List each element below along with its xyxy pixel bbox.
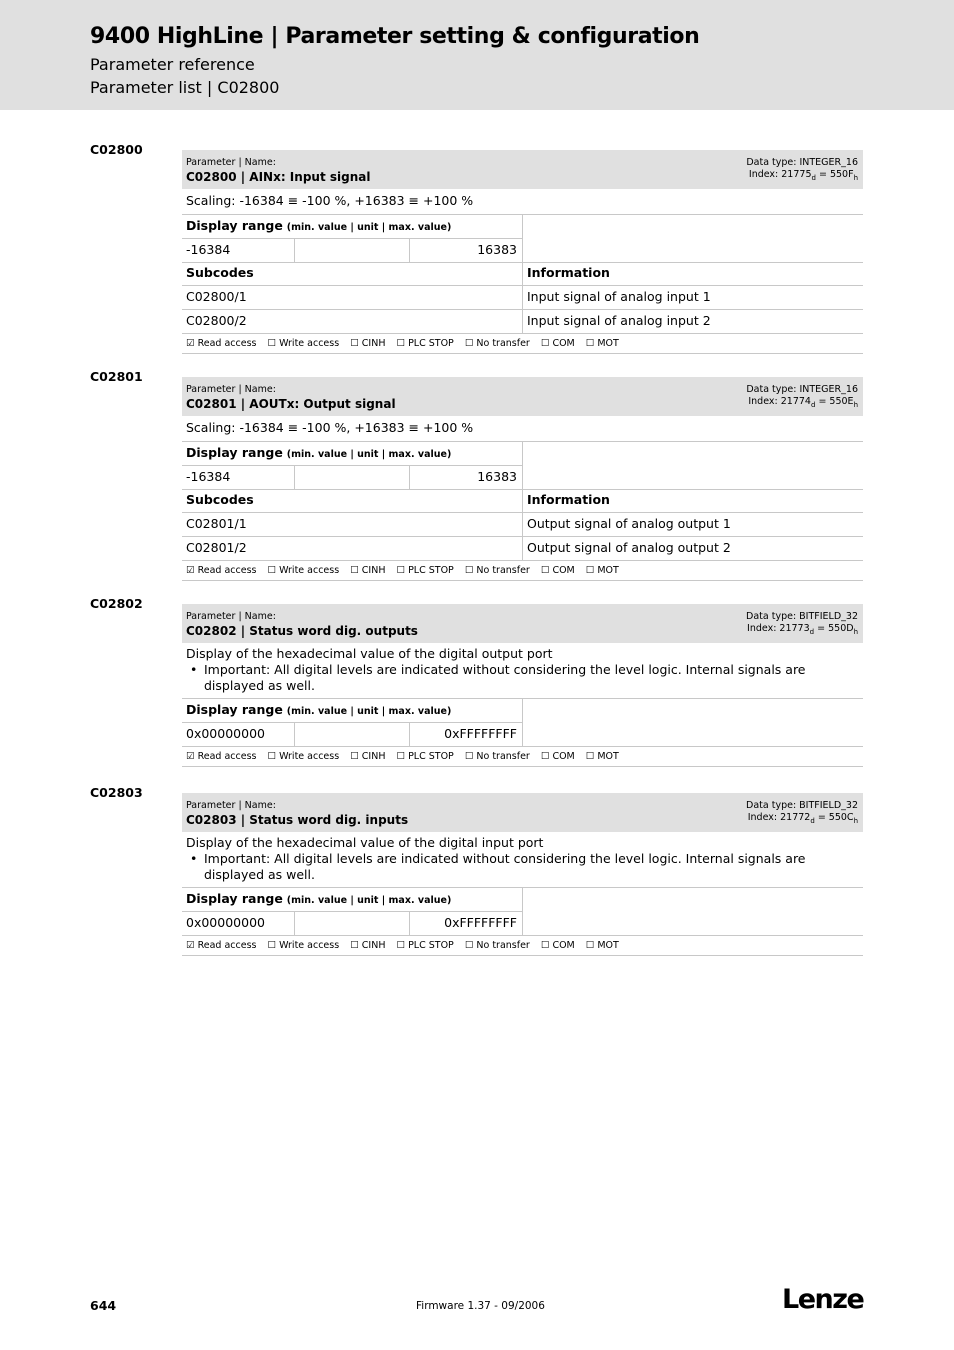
subcode: C02800/2 bbox=[186, 313, 247, 328]
param-index: Index: $21772_d = 550C_h$ bbox=[747, 812, 858, 825]
cinh-flag: ☐ CINH bbox=[350, 940, 386, 951]
plc-stop-flag: ☐ PLC STOP bbox=[396, 565, 454, 576]
com-flag: ☐ COM bbox=[540, 338, 575, 349]
scaling-text: Scaling: -16384 ≡ -100 %, +16383 ≡ +100 % bbox=[186, 193, 474, 208]
param-code-label: C02800 bbox=[90, 142, 143, 157]
cinh-flag: ☐ CINH bbox=[350, 338, 386, 349]
bullet-text: Important: All digital levels are indicated without considering the level logic. Internal signals are displayed as well. bbox=[204, 662, 806, 693]
no-transfer-flag: ☐ No transfer bbox=[464, 751, 530, 762]
read-access-flag: ☑ Read access bbox=[186, 565, 257, 576]
plc-stop-flag: ☐ PLC STOP bbox=[396, 338, 454, 349]
plc-stop-flag: ☐ PLC STOP bbox=[396, 751, 454, 762]
param-block-c02802 bbox=[182, 604, 863, 767]
data-type: Data type: BITFIELD_32 bbox=[746, 800, 858, 811]
read-access-flag: ☑ Read access bbox=[186, 940, 257, 951]
param-index: Index: $21773_d = 550D_h$ bbox=[747, 623, 858, 636]
range-max: 16383 bbox=[477, 469, 517, 484]
param-block-c02801 bbox=[182, 377, 863, 581]
plc-stop-flag: ☐ PLC STOP bbox=[396, 940, 454, 951]
data-type: Data type: INTEGER_16 bbox=[746, 384, 858, 395]
param-header bbox=[182, 604, 863, 644]
com-flag: ☐ COM bbox=[540, 751, 575, 762]
read-access-flag: ☑ Read access bbox=[186, 338, 257, 349]
access-row bbox=[182, 936, 863, 956]
subcodes-header-row bbox=[182, 490, 863, 513]
param-index: Index: $21775_d = 550F_h$ bbox=[748, 169, 858, 182]
com-flag: ☐ COM bbox=[540, 565, 575, 576]
param-name-label: Parameter | Name: bbox=[186, 611, 276, 622]
subsection-title: Parameter list | C02800 bbox=[90, 78, 280, 97]
firmware-version: Firmware 1.37 - 09/2006 bbox=[416, 1300, 545, 1312]
display-range-section bbox=[182, 442, 863, 490]
data-type: Data type: BITFIELD_32 bbox=[746, 611, 858, 622]
scaling-row bbox=[182, 190, 863, 215]
cinh-flag: ☐ CINH bbox=[350, 751, 386, 762]
display-range-section bbox=[182, 888, 863, 936]
table-row bbox=[182, 310, 863, 334]
param-name-label: Parameter | Name: bbox=[186, 384, 276, 395]
param-name: C02803 | Status word dig. inputs bbox=[186, 813, 409, 827]
param-header bbox=[182, 793, 863, 833]
description-section bbox=[182, 833, 863, 888]
display-range-section bbox=[182, 699, 863, 747]
subcode-info: Output signal of analog output 2 bbox=[527, 540, 731, 555]
description-text: Display of the hexadecimal value of the digital output port bbox=[186, 646, 553, 661]
access-row bbox=[182, 334, 863, 354]
subcode: C02801/1 bbox=[186, 516, 247, 531]
scaling-row bbox=[182, 417, 863, 442]
range-min: -16384 bbox=[186, 242, 231, 257]
display-range-label: Display range (min. value | unit | max. value) bbox=[186, 702, 452, 717]
range-max: 16383 bbox=[477, 242, 517, 257]
table-row bbox=[182, 513, 863, 537]
scaling-text: Scaling: -16384 ≡ -100 %, +16383 ≡ +100 % bbox=[186, 420, 474, 435]
no-transfer-flag: ☐ No transfer bbox=[464, 338, 530, 349]
write-access-flag: ☐ Write access bbox=[267, 565, 340, 576]
display-range-label: Display range (min. value | unit | max. value) bbox=[186, 218, 452, 233]
range-max: 0xFFFFFFFF bbox=[444, 726, 517, 741]
subcode: C02801/2 bbox=[186, 540, 247, 555]
param-code-label: C02801 bbox=[90, 369, 143, 384]
com-flag: ☐ COM bbox=[540, 940, 575, 951]
subcodes-header-row bbox=[182, 263, 863, 286]
bullet-text: Important: All digital levels are indicated without considering the level logic. Internal signals are displayed as well. bbox=[204, 851, 806, 882]
range-min: 0x00000000 bbox=[186, 726, 265, 741]
access-row bbox=[182, 747, 863, 767]
param-block-c02803 bbox=[182, 793, 863, 956]
bullet-item bbox=[186, 851, 859, 883]
param-index: Index: $21774_d = 550E_h$ bbox=[748, 396, 858, 409]
subcode-info: Output signal of analog output 1 bbox=[527, 516, 731, 531]
display-range-label: Display range (min. value | unit | max. value) bbox=[186, 891, 452, 906]
param-name: C02802 | Status word dig. outputs bbox=[186, 624, 418, 638]
param-code-label: C02802 bbox=[90, 596, 143, 611]
data-type: Data type: INTEGER_16 bbox=[746, 157, 858, 168]
write-access-flag: ☐ Write access bbox=[267, 338, 340, 349]
param-header bbox=[182, 377, 863, 417]
subcodes-header: Subcodes bbox=[186, 492, 254, 507]
bullet-marker: • bbox=[190, 851, 198, 866]
param-name-label: Parameter | Name: bbox=[186, 800, 276, 811]
display-range-section bbox=[182, 215, 863, 263]
no-transfer-flag: ☐ No transfer bbox=[464, 940, 530, 951]
param-block-c02800 bbox=[182, 150, 863, 354]
range-max: 0xFFFFFFFF bbox=[444, 915, 517, 930]
table-row bbox=[182, 286, 863, 310]
subcode-info: Input signal of analog input 2 bbox=[527, 313, 711, 328]
information-header: Information bbox=[527, 265, 610, 280]
range-min: -16384 bbox=[186, 469, 231, 484]
subcodes-header: Subcodes bbox=[186, 265, 254, 280]
param-name: C02801 | AOUTx: Output signal bbox=[186, 397, 396, 411]
table-row bbox=[182, 537, 863, 561]
subcode-info: Input signal of analog input 1 bbox=[527, 289, 711, 304]
page-number: 644 bbox=[90, 1298, 117, 1313]
section-title: Parameter reference bbox=[90, 55, 255, 74]
write-access-flag: ☐ Write access bbox=[267, 751, 340, 762]
lenze-logo: Lenze bbox=[782, 1284, 864, 1315]
write-access-flag: ☐ Write access bbox=[267, 940, 340, 951]
mot-flag: ☐ MOT bbox=[585, 751, 619, 762]
information-header: Information bbox=[527, 492, 610, 507]
mot-flag: ☐ MOT bbox=[585, 338, 619, 349]
bullet-item bbox=[186, 662, 859, 694]
param-name: C02800 | AINx: Input signal bbox=[186, 170, 371, 184]
cinh-flag: ☐ CINH bbox=[350, 565, 386, 576]
read-access-flag: ☑ Read access bbox=[186, 751, 257, 762]
description-section bbox=[182, 644, 863, 699]
display-range-label: Display range (min. value | unit | max. value) bbox=[186, 445, 452, 460]
mot-flag: ☐ MOT bbox=[585, 940, 619, 951]
param-header bbox=[182, 150, 863, 190]
subcode: C02800/1 bbox=[186, 289, 247, 304]
range-min: 0x00000000 bbox=[186, 915, 265, 930]
bullet-marker: • bbox=[190, 662, 198, 677]
no-transfer-flag: ☐ No transfer bbox=[464, 565, 530, 576]
param-code-label: C02803 bbox=[90, 785, 143, 800]
access-row bbox=[182, 561, 863, 581]
description-text: Display of the hexadecimal value of the digital input port bbox=[186, 835, 544, 850]
param-name-label: Parameter | Name: bbox=[186, 157, 276, 168]
page-header bbox=[0, 0, 954, 110]
document-title: 9400 HighLine | Parameter setting & configuration bbox=[90, 24, 700, 49]
mot-flag: ☐ MOT bbox=[585, 565, 619, 576]
